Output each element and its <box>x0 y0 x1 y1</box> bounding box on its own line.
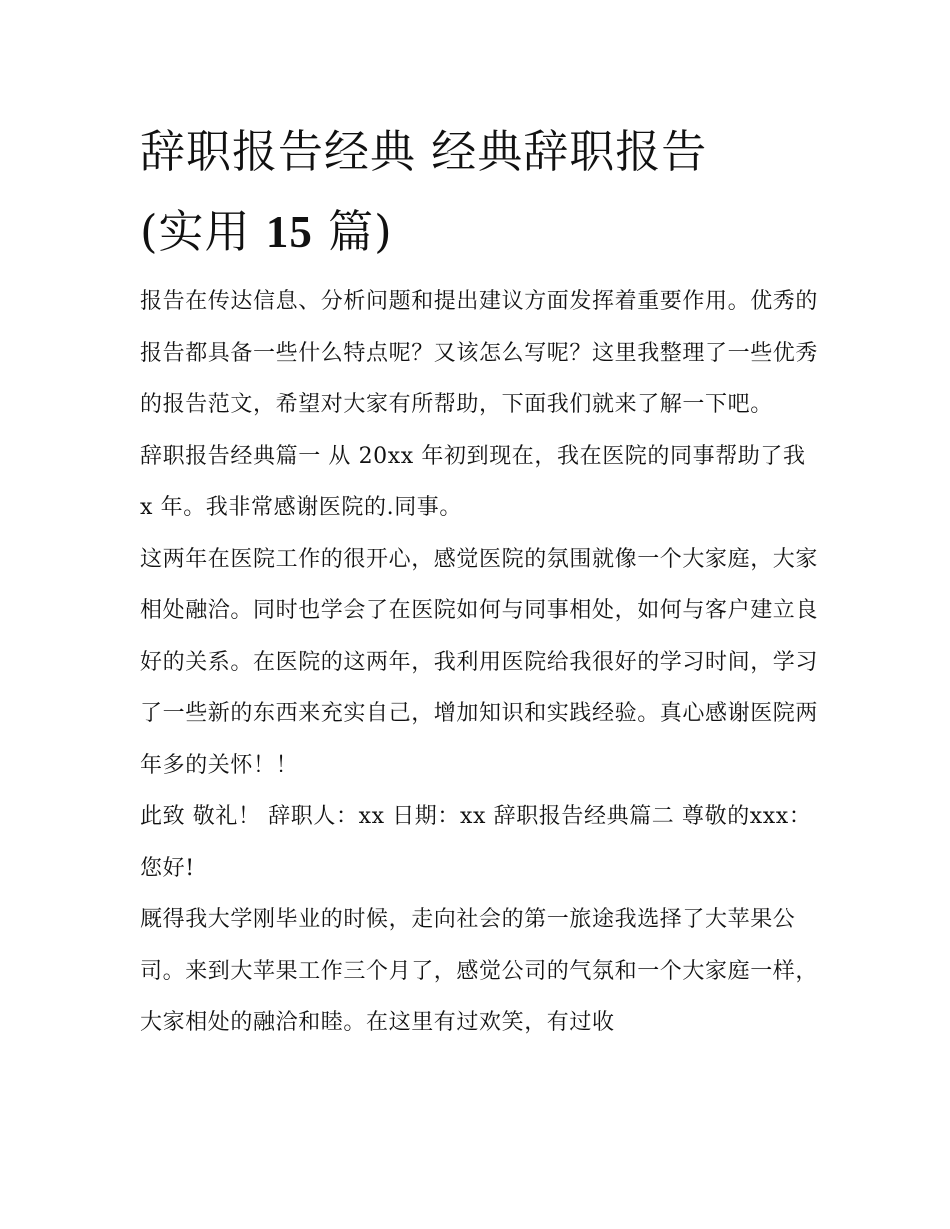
title-line-1: 辞职报告经典 经典辞职报告 <box>140 125 708 178</box>
document-body <box>140 276 820 1049</box>
title-line-2-close: 篇) <box>312 205 393 258</box>
closing-paragraph: 此致 敬礼！ 辞职人：xx 日期：xx 辞职报告经典篇二 尊敬的xxx： 您好! <box>140 804 812 881</box>
intro-paragraph: 报告在传达信息、分析问题和提出建议方面发挥着重要作用。优秀的报告都具备一些什么特点呢？又该怎么写呢？这里我整理了一些优秀的报告范文，希望对大家有所帮助，下面我们就来了解一下吧。 <box>140 289 819 417</box>
title-number: 15 <box>265 207 313 257</box>
document-title <box>140 112 820 272</box>
title-line-2-open: (实用 <box>140 205 266 258</box>
hospital-paragraph: 这两年在医院工作的很开心，感觉医院的氛围就像一个大家庭，大家相处融洽。同时也学会了在医院如何与同事相处，如何与客户建立良好的关系。在医院的这两年，我利用医院给我很好的学习时间，学习了一些新的东西来充实自己，增加知识和实践经验。真心感谢医院两年多的关怀！！ <box>140 546 819 778</box>
section-two-paragraph: 厩得我大学刚毕业的时候，走向社会的第一旅途我选择了大苹果公司。来到大苹果工作三个月了，感觉公司的气氛和一个大家庭一样，大家相处的融洽和睦。在这里有过欢笑，有过收 <box>140 907 819 1035</box>
section-one-paragraph: 辞职报告经典篇一 从 20xx 年初到现在，我在医院的同事帮助了我 x 年。我非常感谢医院的.同事。 <box>140 443 806 520</box>
